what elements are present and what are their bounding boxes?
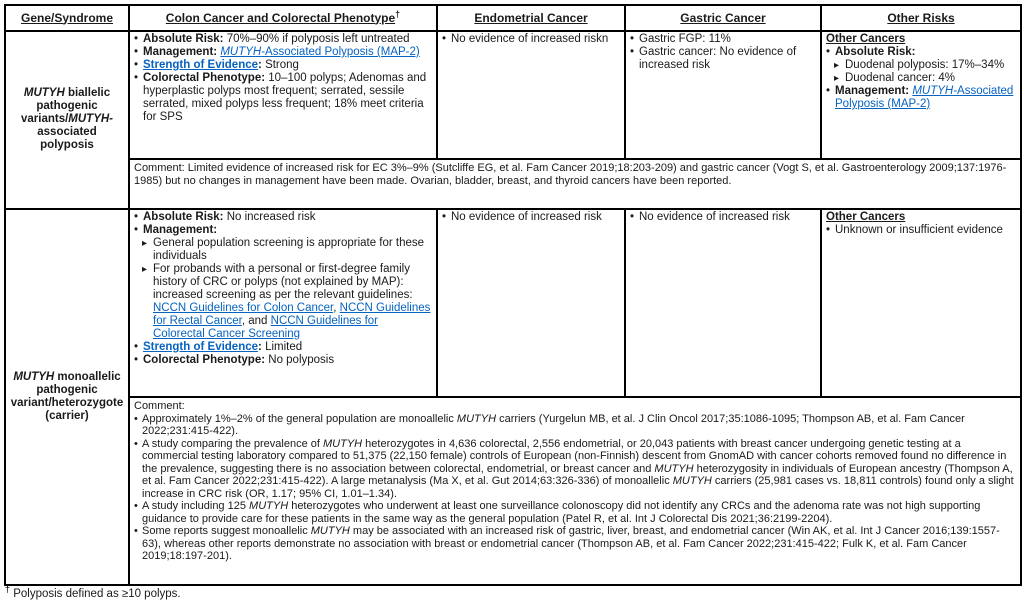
bullet-management: • Management: MUTYH-Associated Polyposis (MAP-2) xyxy=(826,85,1016,111)
cell-r2-gastric xyxy=(625,209,821,397)
gene-cell-mutyh-monoallelic xyxy=(5,209,129,585)
gene-name: MUTYH biallelic pathogenic variants/MUTYH-associated polyposis xyxy=(20,87,114,151)
other-cancers-heading: Other Cancers xyxy=(826,33,906,45)
col-header-endometrial-cancer: Endometrial Cancer xyxy=(437,5,625,31)
bullet: • No evidence of increased riskn xyxy=(442,33,620,46)
footnote xyxy=(4,584,1020,601)
comment-text: Comment: Limited evidence of increased risk for EC 3%–9% (Sutcliffe EG, et al. Fam Cancer 2019;18:203-209) and gastric cancer (Vogt S, et al. Gastroenterology 2009;137:1976-1985) but no changes in management have been made. Ovarian, bladder, breast, and thyroid cancers have been reported. xyxy=(134,162,1007,187)
bullet-colorectal-phenotype: • Colorectal Phenotype: No polyposis xyxy=(134,354,432,367)
strength-of-evidence-link[interactable]: Strength of Evidence xyxy=(143,59,259,71)
bullet: • No evidence of increased risk xyxy=(630,211,816,224)
nccn-colorectal-screening-link[interactable]: NCCN Guidelines for Colorectal Cancer Screening xyxy=(153,315,379,340)
comment-bullet: • Some reports suggest monoallelic MUTYH may be associated with an increased risk of gastric, liver, breast, and endometrial cancer (Win AK, et al. Int J Cancer 2016;139:1557-63), whereas other reports demonstrate no association with breast or endometrial cancer (Thompson AB, et al. Fam Cancer 2022;231:415-422; Fulk K, et al. Fam Cancer 2019;18:197-201). xyxy=(134,525,1016,563)
footnote-text: Polyposis defined as ≥10 polyps. xyxy=(10,588,181,600)
col-header-other-risks: Other Risks xyxy=(821,5,1021,31)
comment-r2 xyxy=(129,397,1021,585)
cell-r2-other-risks xyxy=(821,209,1021,397)
comment-r1 xyxy=(129,159,1021,209)
cell-r1-other-risks xyxy=(821,31,1021,159)
dagger-footnote-marker: † xyxy=(395,8,401,19)
strength-of-evidence-link[interactable]: Strength of Evidence xyxy=(143,341,259,353)
bullet-management: • Management: xyxy=(134,224,432,237)
bullet: • Gastric cancer: No evidence of increased risk xyxy=(630,46,816,72)
subbullet-probands: ▸ For probands with a personal or first-degree family history of CRC or polyps (not explained by MAP): increased screening as per the relevant guidelines: NCCN Guidelines for Colon Cancer, NCCN Guidelines for Rectal Cancer, and NCCN Guidelines for Colorectal Cancer Screening xyxy=(134,263,432,341)
comment-bullet: • A study including 125 MUTYH heterozygotes who underwent at least one surveillance colonoscopy did not identify any CRCs and the adenoma rate was not high supporting guidance to provide care for these patients in the same way as the general population (Patel R, et al. Int J Colorectal Dis 2021;36:2199-2204). xyxy=(134,500,1016,525)
map2-link[interactable]: MUTYH xyxy=(912,85,954,97)
bullet-colorectal-phenotype: • Colorectal Phenotype: 10–100 polyps; Adenomas and hyperplastic polyps most frequent; serrated, sessile serrated, mixed polyps less frequent; 18% meet criteria for SPS xyxy=(134,72,432,124)
dagger-footnote-marker: † xyxy=(5,584,11,595)
comment-title: Comment: xyxy=(134,400,185,412)
comment-bullet: • A study comparing the prevalence of MUTYH heterozygotes in 4,636 colorectal, 2,556 endometrial, or 20,043 patients with breast cancer undergoing genetic testing at a commercial testing laboratory compared to 51,375 (22,150 female) controls of European (non-Finnish) descent from GnomAD with cancer cohorts removed found no difference in the prevalence, suggesting there is no association between colorectal, endometrial, or breast cancer and MUTYH heterozygosity in individuals of European ancestry (Thompson A, et al. Fam Cancer 2022;231:415-422). A large metanalysis (Ma X, et al. Gut 2014;63:326-336) of monoallelic MUTYH carriers (25,981 cases vs. 18,811 controls) found only a slight increase in CRC risk (OR, 1.17; 95% CI, 1.01–1.34). xyxy=(134,438,1016,501)
row-mutyh-biallelic xyxy=(5,31,1021,159)
col-header-gene-syndrome: Gene/Syndrome xyxy=(5,5,129,31)
cell-r1-colon xyxy=(129,31,437,159)
gene-name: MUTYH monoallelic pathogenic variant/heterozygote (carrier) xyxy=(10,370,124,422)
cell-r1-gastric xyxy=(625,31,821,159)
gene-cell-mutyh-biallelic xyxy=(5,31,129,209)
row-mutyh-monoallelic-comment xyxy=(5,397,1021,585)
bullet-strength-of-evidence: • Strength of Evidence: Limited xyxy=(134,341,432,354)
bullet: • No evidence of increased risk xyxy=(442,211,620,224)
cell-r1-endometrial xyxy=(437,31,625,159)
nccn-colon-cancer-link[interactable]: NCCN Guidelines for Colon Cancer xyxy=(153,302,334,314)
subbullet-general-population: ▸ General population screening is appropriate for these individuals xyxy=(134,237,432,263)
row-mutyh-biallelic-comment xyxy=(5,159,1021,209)
bullet: • Unknown or insufficient evidence xyxy=(826,224,1016,237)
col-header-gastric-cancer: Gastric Cancer xyxy=(625,5,821,31)
map2-link[interactable]: MUTYH xyxy=(220,46,262,58)
row-mutyh-monoallelic xyxy=(5,209,1021,397)
bullet-absolute-risk: • Absolute Risk: No increased risk xyxy=(134,211,432,224)
map2-link[interactable]: -Associated Polyposis (MAP-2) xyxy=(261,46,420,58)
subbullet-duodenal-cancer: ▸ Duodenal cancer: 4% xyxy=(826,72,1016,85)
col-header-colon-cancer: Colon Cancer and Colorectal Phenotype† xyxy=(129,5,437,31)
bullet-management: • Management: MUTYH-Associated Polyposis (MAP-2) xyxy=(134,46,432,59)
map2-link[interactable]: -Associated Polyposis (MAP-2) xyxy=(835,85,1014,110)
subbullet-duodenal-polyposis: ▸ Duodenal polyposis: 17%–34% xyxy=(826,59,1016,72)
bullet: • Gastric FGP: 11% xyxy=(630,33,816,46)
other-cancers-heading: Other Cancers xyxy=(826,211,906,223)
nccn-rectal-cancer-link[interactable]: NCCN Guidelines for Rectal Cancer xyxy=(153,302,431,327)
cell-r2-colon xyxy=(129,209,437,397)
bullet-absolute-risk: • Absolute Risk: xyxy=(826,46,1016,59)
bullet-strength-of-evidence: • Strength of Evidence: Strong xyxy=(134,59,432,72)
header-row xyxy=(5,5,1021,31)
cell-r2-endometrial xyxy=(437,209,625,397)
comment-bullet: • Approximately 1%–2% of the general population are monoallelic MUTYH carriers (Yurgelun MB, et al. J Clin Oncol 2017;35:1086-1095; Thompson AB, et al. Fam Cancer 2022;231:415-422). xyxy=(134,413,1016,438)
gene-syndrome-risk-table xyxy=(4,4,1022,586)
bullet-absolute-risk: • Absolute Risk: 70%–90% if polyposis left untreated xyxy=(134,33,432,46)
